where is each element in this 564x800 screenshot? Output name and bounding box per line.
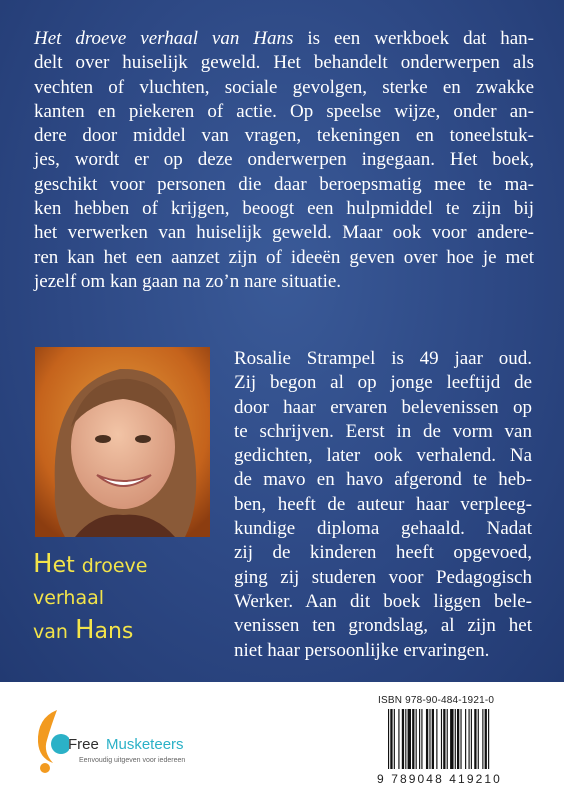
blurb-line: kanten en piekeren of actie. Op speelse wijze, onder an-: [34, 100, 534, 122]
bio-line: niet haar persoonlijke ervaringen.: [234, 639, 490, 661]
blurb-line: ken hebben of krijgen, beoogt een hulpmiddel te zijn bij: [34, 198, 534, 220]
book-title-logo: [33, 548, 223, 648]
blurb-book-title: Het droeve verhaal van Hans: [34, 28, 294, 49]
blurb-line: Het droeve verhaal van Hans is een werkboek dat han-: [34, 28, 534, 49]
bio-line: ben, heeft de auteur haar verpleeg-: [234, 493, 532, 515]
book-blurb: [34, 27, 534, 294]
publisher-name-free: Free: [68, 736, 99, 753]
blurb-line: ren kan het een aanzet zijn of ideeën geven over hoe je met: [34, 246, 534, 268]
author-photo: [35, 347, 210, 537]
blurb-line: jes, wordt er op deze onderwerpen ingegaan. Het boek,: [34, 149, 534, 171]
bio-line: Zij begon al op jonge leeftijd de: [234, 372, 532, 394]
publisher-logo: [35, 708, 205, 778]
bio-line: ging zij studeren voor Pedagogisch: [234, 566, 532, 588]
book-title-line-2: van Hans: [33, 615, 134, 645]
blurb-line: delt over huiselijk geweld. Het behandelt onderwerpen als: [34, 52, 534, 74]
bio-line: kundige diploma gehaald. Nadat: [234, 518, 532, 540]
bio-line: te schrijven. Eerst in de vorm van: [234, 420, 532, 442]
blurb-line: vechten of vluchten, sociale gevolgen, sterke en zwakke: [34, 76, 534, 98]
speech-bubble-icon: [35, 708, 69, 776]
bio-line: gedichten, later ook verhalend. Na: [234, 445, 532, 467]
author-bio: [234, 347, 532, 663]
blurb-line: jezelf om kan gaan na zo’n nare situatie.: [34, 270, 342, 292]
bio-line: Werker. Aan dit boek liggen bele-: [234, 590, 532, 612]
bio-line: zij de kinderen heeft opgevoed,: [234, 542, 532, 564]
isbn-label: ISBN 978-90-484-1921-0: [378, 695, 495, 706]
barcode-icon: [388, 709, 536, 771]
isbn-barcode-block: [372, 693, 552, 789]
blurb-line: dere door middel van vragen, tekeningen en toneelstuk-: [34, 125, 534, 147]
publisher-tagline: Eenvoudig uitgeven voor iedereen: [79, 757, 186, 764]
blurb-line: geschikt voor personen die daar beroepsmatig mee te ma-: [34, 173, 534, 195]
bio-line: de mavo en havo afgerond te heb-: [234, 469, 532, 491]
blurb-line: het verwerken van huiselijk geweld. Maar ook voor andere-: [34, 222, 534, 244]
book-title-line-1: Het droeve verhaal: [33, 549, 148, 609]
bio-line: door haar ervaren belevenissen op: [234, 396, 532, 418]
barcode-number: 9 789048 419210: [377, 772, 502, 786]
publisher-name-musketeers: Musketeers: [106, 736, 184, 753]
bio-line: venissen ten grondslag, al zijn het: [234, 615, 532, 637]
bio-line: Rosalie Strampel is 49 jaar oud.: [234, 348, 532, 369]
